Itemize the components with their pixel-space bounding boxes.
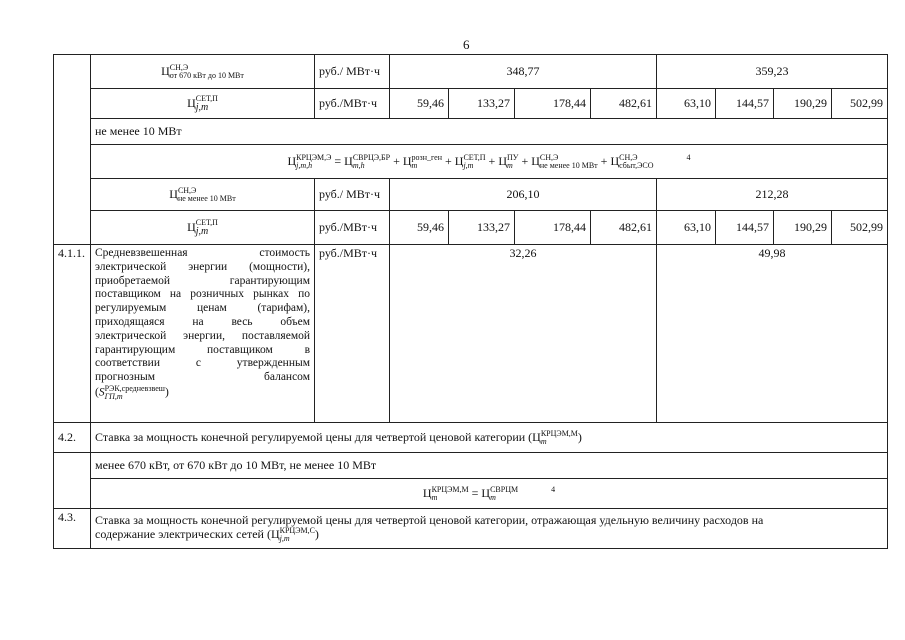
item-description: Средневзвешенная стоимость электрической энергии (мощности), приобретаемой гарантирующим поставщиком на розничных рынках по регулируемым ценам (тарифам), приходящаяся на весь объем электрической энергии, поставляемой гарантирующим поставщиком в соответствии с утвержденным прогнозным балансом (S РЭК,средневзвеш ГП,m ) bbox=[91, 245, 315, 423]
table-row bbox=[54, 509, 888, 549]
item-number: 4.2. bbox=[54, 423, 91, 453]
row-label: Ц СЕТ,П j,m bbox=[91, 211, 315, 245]
unit-cell: руб./МВт·ч bbox=[315, 89, 390, 119]
unit-cell: руб./ МВт·ч bbox=[315, 179, 390, 211]
table-row bbox=[54, 119, 888, 145]
empty-number-cell bbox=[54, 453, 91, 509]
row-label: Ц СН,Э не менее 10 МВт bbox=[91, 179, 315, 211]
value-cell: 178,44 bbox=[515, 89, 591, 119]
row-label: Ц СН,Э от 670 кВт до 10 МВт bbox=[91, 55, 315, 89]
value-cell: 178,44 bbox=[515, 211, 591, 245]
table-row bbox=[54, 245, 888, 423]
value-cell: 144,57 bbox=[716, 211, 774, 245]
table-row bbox=[54, 179, 888, 211]
value-cell: 212,28 bbox=[657, 179, 888, 211]
value-cell: 348,77 bbox=[390, 55, 657, 89]
value-cell: 133,27 bbox=[449, 89, 515, 119]
value-cell: 502,99 bbox=[832, 211, 888, 245]
table-row bbox=[54, 423, 888, 453]
value-cell: 133,27 bbox=[449, 211, 515, 245]
unit-cell: руб./МВт·ч bbox=[315, 211, 390, 245]
value-cell: 63,10 bbox=[657, 89, 716, 119]
footnote-mark: 4 bbox=[686, 152, 691, 162]
value-cell: 502,99 bbox=[832, 89, 888, 119]
value-cell: 359,23 bbox=[657, 55, 888, 89]
value-cell: 144,57 bbox=[716, 89, 774, 119]
tariff-table bbox=[53, 54, 888, 549]
value-cell: 49,98 bbox=[657, 245, 888, 423]
item-description: Ставка за мощность конечной регулируемой цены для четвертой ценовой категории (Ц КРЦЭМ,М m ) bbox=[91, 423, 888, 453]
row-label: Ц СЕТ,П j,m bbox=[91, 89, 315, 119]
table-row bbox=[54, 55, 888, 89]
formula-cell: Ц КРЦЭМ,Э j,m,h = Ц СВРЦЭ,БР m,h + Ц розн_ген m + Ц СЕТ,П j,m + Ц ПУ m + Ц СН,Э не менее 10 МВт + Ц СН,Э сбыт,ЭСО $^4$ bbox=[91, 145, 888, 179]
item-number: 4.1.1. bbox=[54, 245, 91, 423]
footnote-mark: 4 bbox=[551, 484, 556, 494]
value-cell: 482,61 bbox=[591, 89, 657, 119]
value-cell: 63,10 bbox=[657, 211, 716, 245]
table-row bbox=[54, 211, 888, 245]
section-text: менее 670 кВт, от 670 кВт до 10 МВт, не менее 10 МВт bbox=[91, 453, 888, 479]
value-cell: 190,29 bbox=[774, 89, 832, 119]
table-row bbox=[54, 89, 888, 119]
formula-cell: Ц КРЦЭМ,М m = Ц СВРЦМ m $^4$ bbox=[91, 479, 888, 509]
value-cell: 32,26 bbox=[390, 245, 657, 423]
value-cell: 482,61 bbox=[591, 211, 657, 245]
page-number: 6 bbox=[463, 37, 470, 52]
item-description: Ставка за мощность конечной регулируемой цены для четвертой ценовой категории, отражающая удельную величину расходов на содержание электрических сетей (Ц КРЦЭМ,С j,m ) bbox=[91, 509, 888, 549]
unit-cell: руб./МВт·ч bbox=[315, 245, 390, 423]
value-cell: 59,46 bbox=[390, 89, 449, 119]
table-row bbox=[54, 453, 888, 479]
value-cell: 59,46 bbox=[390, 211, 449, 245]
table-row bbox=[54, 479, 888, 509]
section-text: не менее 10 МВт bbox=[91, 119, 888, 145]
item-number: 4.3. bbox=[54, 509, 91, 549]
value-cell: 206,10 bbox=[390, 179, 657, 211]
unit-cell: руб./ МВт·ч bbox=[315, 55, 390, 89]
value-cell: 190,29 bbox=[774, 211, 832, 245]
empty-number-cell bbox=[54, 55, 91, 245]
table-row bbox=[54, 145, 888, 179]
